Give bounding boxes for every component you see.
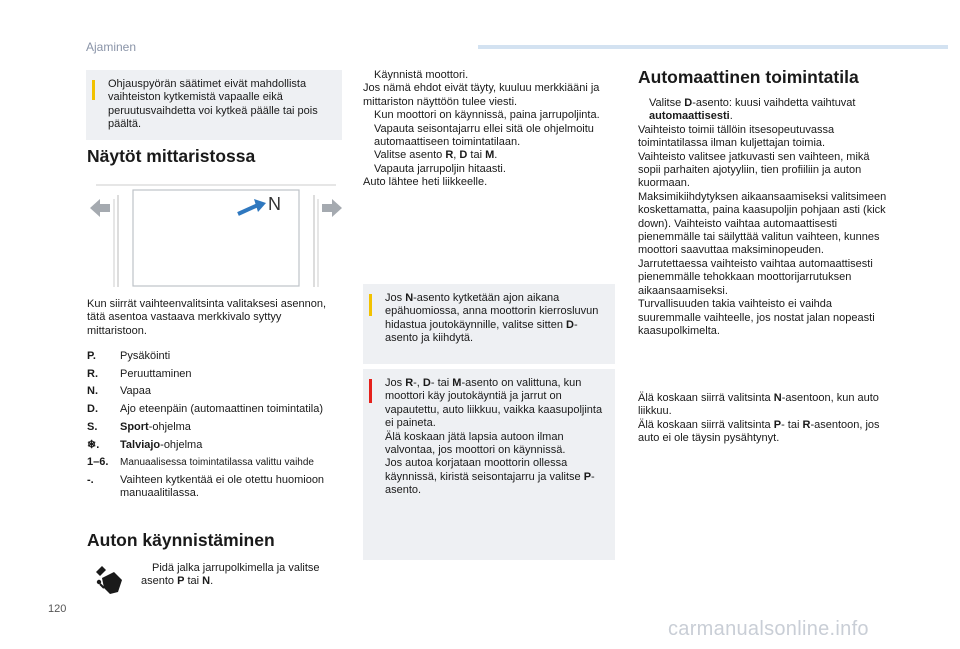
cluster-intro: Kun siirrät vaihteenvalitsinta valitaksesi asennon, tätä asentoa vastaava merkkivalo syttyy mittaristoon. <box>87 298 327 337</box>
steering-note <box>86 70 342 140</box>
page-number: 120 <box>48 603 67 615</box>
automatic-text: Valitse D-asento: kuusi vaihdetta vaihtuvat automaattisesti. Vaihteisto toimii tällöin itsesopeutuvassa toimintatilassa ilman kuljettajan toimia. Vaihteisto valitsee jatkuvasti sen vaihteen, mikä sopii parhaiten ajotyyliin, tien profiiliin ja auton kuormaan. Maksimikiihdytyksen aikaansaamiseksi valitsimeen koskettamatta, paina kaasupoljin pohjaan asti (kick down). Vaihteisto vaihtaa automaattisesti pienemmälle tai säilyttää valitun vaihteen, kunnes moottori saavuttaa maksiminopeuden. Jarrutettaessa vaihteisto vaihtaa automaattisesti pienemmälle tehokkaan moottorijarrutuksen aikaansaamiseksi. Turvallisuuden takia vaihteisto ei vaihda suuremmalle vaihteelle, jos nostat jalan nopeasti kaasupolkimelta. <box>638 97 887 337</box>
gear-indicator: N <box>268 194 281 214</box>
info-icon <box>369 294 372 316</box>
header-bar <box>478 45 948 49</box>
snowflake-icon: ❄. <box>87 438 100 451</box>
section-title-automatic: Automaattinen toimintatila <box>638 67 859 87</box>
selector-warning-note: Älä koskaan siirrä valitsinta N-asentoon, kun auto liikkuu. Älä koskaan siirrä valitsinta P- tai R-asentoon, jos auto ei ole täysin pysähtynyt. <box>631 385 891 455</box>
def-row: D. Ajo eteenpäin (automaattinen toimintatila) <box>87 403 324 416</box>
def-row: -. Vaihteen kytkentää ei ole otettu huomioon manuaalitilassa. <box>87 473 325 500</box>
start-procedure: Käynnistä moottori. Jos nämä ehdot eivät täyty, kuuluu merkkiääni ja mittariston näyttöön tulee viesti. Kun moottori on käynnissä, paina jarrupoljinta. Vapauta seisontajarru ellei sitä ole ohjelmoitu automaattiseen toimintatilaan. Valitse asento R, D tai M. Vapauta jarrupoljin hitaasti. Auto lähtee heti liikkeelle. <box>363 69 600 189</box>
start-step: Pidä jalka jarrupolkimella ja valitse asento P tai N. <box>141 562 320 588</box>
def-row: R. Peruuttaminen <box>87 367 192 380</box>
gear-definitions <box>87 350 352 505</box>
gear-warning-note: Jos R-, D- tai M-asento on valittuna, kun moottori käy joutokäyntiä ja jarrut on vapautettu, auto liikkuu, vaikka kaasupoljinta ei paineta. Älä koskaan jätä lapsia autoon ilman valvontaa, jos moottori on käynnissä. Jos autoa korjataan moottorin ollessa käynnissä, kiristä seisontajarru ja valitse P-asento. <box>363 369 615 560</box>
steering-note-text: Ohjauspyörän säätimet eivät mahdollista vaihteiston kytkemistä vapaalle eikä peruutusvaihdetta voi kytkeä päälle tai pois päältä. <box>108 78 318 131</box>
def-row: ❄. Talviajo-ohjelma <box>87 438 203 451</box>
instrument-cluster <box>86 183 346 291</box>
section-title-starting: Auton käynnistäminen <box>87 530 275 550</box>
foot-icon <box>92 562 128 598</box>
section-title-displays: Näytöt mittaristossa <box>87 146 256 166</box>
neutral-info-note: Jos N-asento kytketään ajon aikana epähuomiossa, anna moottorin kierrosluvun hidastua joutokäynnille, valitse sitten D-asento ja kiihdytä. <box>363 284 615 364</box>
section-header: Ajaminen <box>86 40 137 54</box>
def-row: P. Pysäköinti <box>87 350 171 362</box>
watermark[interactable]: carmanualsonline.info <box>668 618 869 640</box>
warn-icon <box>369 379 372 403</box>
def-row: 1–6. Manuaalisessa toimintatilassa valittu vaihde <box>87 456 314 469</box>
def-row: S. Sport-ohjelma <box>87 420 191 433</box>
def-row: N. Vapaa <box>87 385 151 398</box>
info-icon <box>92 80 95 100</box>
